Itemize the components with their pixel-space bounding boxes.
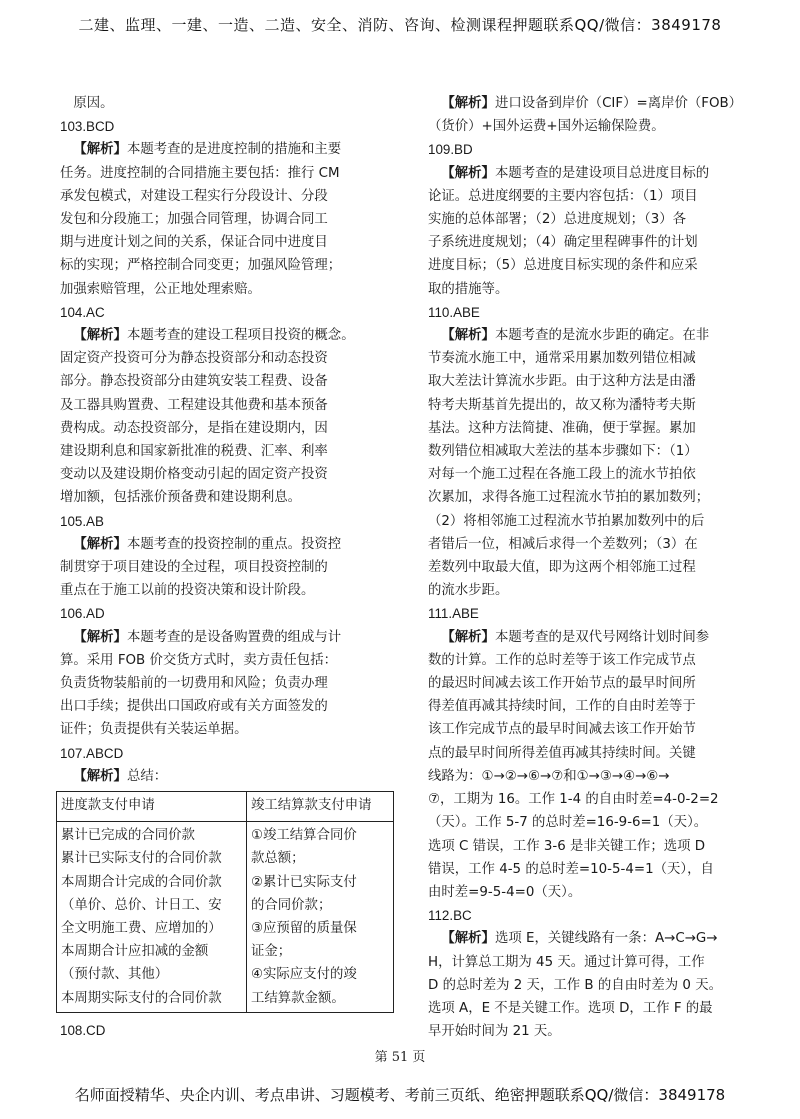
line: 重点在于施工以前的投资决策和设计阶段。 bbox=[60, 583, 315, 599]
cell-line: ①竣工结算合同价 bbox=[251, 828, 357, 844]
cell-line: 证金； bbox=[251, 944, 292, 960]
line: 次累加，求得各施工过程流水节拍的累加数列； bbox=[428, 490, 710, 506]
cell-line: 款总额； bbox=[251, 851, 305, 867]
right-column bbox=[428, 92, 758, 1043]
line: ⑦，工期为 16。工作 1-4 的自由时差=4-0-2=2 bbox=[428, 792, 719, 808]
line: 点的最早时间所得差值再减其持续时间。关键 bbox=[428, 745, 696, 761]
table-cell bbox=[247, 822, 394, 1013]
line: 本题考查的建设工程项目投资的概念。 bbox=[126, 328, 355, 344]
line: （天）。工作 5-7 的总时差=16-9-6=1（天）。 bbox=[428, 815, 708, 831]
line: 负责货物装船前的一切费用和风险；负责办理 bbox=[60, 676, 328, 692]
line: H，计算总工期为 45 天。通过计算可得，工作 bbox=[428, 954, 705, 970]
analysis-tag: 【解析】 bbox=[441, 931, 495, 947]
left-column bbox=[60, 92, 390, 1042]
line: 部分。静态投资部分由建筑安装工程费、设备 bbox=[60, 374, 328, 390]
analysis-tag: 【解析】 bbox=[441, 328, 495, 344]
line: 得差值再减其持续时间，工作的自由时差等于 bbox=[428, 699, 696, 715]
answer-112: 112.BC bbox=[428, 908, 472, 924]
line: 论证。总进度纲要的主要内容包括：（1）项目 bbox=[428, 188, 698, 204]
line: 进度目标；（5）总进度目标实现的条件和应采 bbox=[428, 258, 698, 274]
explanation-109 bbox=[428, 162, 758, 185]
line: 出口手续；提供出口国政府或有关方面签发的 bbox=[60, 699, 328, 715]
answer-104: 104.AC bbox=[60, 304, 105, 320]
line: 标的实现；严格控制合同变更；加强风险管理； bbox=[60, 258, 342, 274]
line: 算。采用 FOB 价交货方式时，卖方责任包括： bbox=[60, 652, 337, 668]
line: 任务。进度控制的合同措施主要包括：推行 CM bbox=[60, 165, 340, 181]
line: 实施的总体部署；（2）总进度规划；（3）各 bbox=[428, 212, 687, 228]
line: 建设期利息和国家新批准的税费、汇率、利率 bbox=[60, 444, 328, 460]
line: 特考夫斯基首先提出的，故又称为潘特考夫斯 bbox=[428, 397, 696, 413]
cell-line: ②累计已实际支付 bbox=[251, 874, 357, 890]
cell-line: 工结算款金额。 bbox=[251, 990, 345, 1006]
cell-line: 本周期合计完成的合同价款 bbox=[61, 874, 222, 890]
line: 由时差=9-5-4=0（天）。 bbox=[428, 884, 582, 900]
explanation-106 bbox=[60, 626, 390, 649]
answer-103: 103.BCD bbox=[60, 119, 115, 135]
line: （2）将相邻施工过程流水节拍累加数列中的后 bbox=[428, 513, 705, 529]
cell-line: 累计已实际支付的合同价款 bbox=[61, 851, 222, 867]
line: 子系统进度规划；（4）确定里程碑事件的计划 bbox=[428, 235, 698, 251]
line: 取的措施等。 bbox=[428, 281, 509, 297]
line: 进口设备到岸价（CIF）=离岸价（FOB） bbox=[494, 96, 743, 111]
table-cell bbox=[57, 822, 247, 1013]
line: 的最迟时间减去该工作开始节点的最早时间所 bbox=[428, 676, 696, 692]
explanation-103 bbox=[60, 138, 390, 161]
line: （货价）+国外运费+国外运输保险费。 bbox=[428, 119, 665, 135]
line: 数列错位相减取大差法的基本步骤如下：（1） bbox=[428, 444, 698, 460]
answer-105: 105.AB bbox=[60, 513, 104, 529]
line: 者错后一位，相减后求得一个差数列；（3）在 bbox=[428, 536, 698, 552]
cell-line: 全文明施工费、应增加的） bbox=[61, 920, 222, 936]
line: 固定资产投资可分为静态投资部分和动态投资 bbox=[60, 351, 328, 367]
explanation-108 bbox=[428, 92, 758, 115]
page-footer: 名师面授精华、央企内训、考点串讲、习题模考、考前三页纸、绝密押题联系QQ/微信：3849178 bbox=[74, 1086, 726, 1104]
cell-line: 本周期合计应扣减的金额 bbox=[61, 944, 209, 960]
line: 承发包模式，对建设工程实行分段设计、分段 bbox=[60, 188, 328, 204]
analysis-tag: 【解析】 bbox=[73, 142, 127, 158]
line: 证件；负责提供有关装运单据。 bbox=[60, 722, 248, 738]
line: 取大差法计算流水步距。由于这种方法是由潘 bbox=[428, 374, 696, 390]
line: 期与进度计划之间的关系，保证合同中进度目 bbox=[60, 235, 328, 251]
cell-line: 的合同价款； bbox=[251, 897, 332, 913]
line: 线路为：①→②→⑥→⑦和①→③→④→⑥→ bbox=[428, 768, 670, 784]
explanation-104 bbox=[60, 324, 390, 347]
cell-line: ③应预留的质量保 bbox=[251, 920, 357, 936]
analysis-tag: 【解析】 bbox=[73, 328, 127, 344]
summary-table bbox=[56, 791, 394, 1013]
answer-109: 109.BD bbox=[428, 142, 473, 158]
line: 差数列中取最大值，即为这两个相邻施工过程 bbox=[428, 560, 696, 576]
line: 该工作完成节点的最早时间减去该工作开始节 bbox=[428, 722, 696, 738]
line: 数的计算。工作的总时差等于该工作完成节点 bbox=[428, 652, 696, 668]
line: 变动以及建设期价格变动引起的固定资产投资 bbox=[60, 467, 328, 483]
cell-line: ④实际应支付的竣 bbox=[251, 967, 357, 983]
line: 早开始时间为 21 天。 bbox=[428, 1024, 561, 1040]
cell-line: 累计已完成的合同价款 bbox=[61, 828, 195, 844]
cell-line: （单价、总价、计日工、安 bbox=[61, 897, 222, 913]
line: 制贯穿于项目建设的全过程，项目投资控制的 bbox=[60, 560, 328, 576]
answer-108: 108.CD bbox=[60, 1022, 106, 1038]
table-header-cell: 进度款支付申请 bbox=[57, 792, 247, 822]
explanation-105 bbox=[60, 533, 390, 556]
line: 选项 C 错误，工作 3-6 是非关键工作；选项 D bbox=[428, 838, 706, 854]
answer-106: 106.AD bbox=[60, 606, 105, 622]
analysis-tag: 【解析】 bbox=[73, 536, 127, 552]
line: 总结： bbox=[126, 768, 168, 784]
text-line: 原因。 bbox=[73, 96, 114, 111]
explanation-110 bbox=[428, 324, 758, 347]
line: 节奏流水施工中，通常采用累加数列错位相减 bbox=[428, 351, 696, 367]
line: 基法。这种方法简捷、准确，便于掌握。累加 bbox=[428, 420, 696, 436]
line: 本题考查的是进度控制的措施和主要 bbox=[126, 142, 342, 158]
page-header: 二建、监理、一建、一造、二造、安全、消防、咨询、检测课程押题联系QQ/微信：3849178 bbox=[78, 16, 722, 34]
answer-110: 110.ABE bbox=[428, 304, 480, 320]
line: 错误，工作 4-5 的总时差=10-5-4=1（天），自 bbox=[428, 861, 714, 877]
explanation-111 bbox=[428, 626, 758, 649]
analysis-tag: 【解析】 bbox=[441, 629, 495, 645]
explanation-112 bbox=[428, 927, 758, 950]
line: 加强索赔管理，公正地处理索赔。 bbox=[60, 281, 261, 297]
line: 的流水步距。 bbox=[428, 583, 509, 599]
line: 本题考查的是建设项目总进度目标的 bbox=[494, 165, 710, 181]
line: 对每一个施工过程在各施工段上的流水节拍依 bbox=[428, 467, 696, 483]
line: 本题考查的是双代号网络计划时间参 bbox=[494, 629, 710, 645]
analysis-tag: 【解析】 bbox=[441, 165, 495, 181]
line: 本题考查的是设备购置费的组成与计 bbox=[126, 629, 342, 645]
line: 增加额，包括涨价预备费和建设期利息。 bbox=[60, 490, 302, 506]
analysis-tag: 【解析】 bbox=[73, 768, 127, 784]
explanation-107 bbox=[60, 765, 390, 788]
analysis-tag: 【解析】 bbox=[441, 96, 495, 111]
line: 本题考查的投资控制的重点。投资控 bbox=[126, 536, 342, 552]
cell-line: （预付款、其他） bbox=[61, 967, 169, 983]
line: 选项 E，关键线路有一条：A→C→G→ bbox=[494, 931, 718, 947]
table-header-cell: 竣工结算款支付申请 bbox=[247, 792, 394, 822]
line: D 的总时差为 2 天，工作 B 的自由时差为 0 天。 bbox=[428, 977, 722, 993]
line: 费构成。动态投资部分，是指在建设期内，因 bbox=[60, 420, 328, 436]
table-header-row bbox=[57, 792, 394, 822]
line: 发包和分段施工；加强合同管理，协调合同工 bbox=[60, 212, 328, 228]
cell-line: 本周期实际支付的合同价款 bbox=[61, 990, 222, 1006]
page-number: 第 51 页 bbox=[374, 1050, 426, 1065]
line: 选项 A，E 不是关键工作。选项 D，工作 F 的最 bbox=[428, 1000, 713, 1016]
table-row bbox=[57, 822, 394, 1013]
line: 及工器具购置费、工程建设其他费和基本预备 bbox=[60, 397, 328, 413]
answer-107: 107.ABCD bbox=[60, 745, 124, 761]
answer-111: 111.ABE bbox=[428, 606, 479, 622]
analysis-tag: 【解析】 bbox=[73, 629, 127, 645]
line: 本题考查的是流水步距的确定。在非 bbox=[494, 328, 710, 344]
